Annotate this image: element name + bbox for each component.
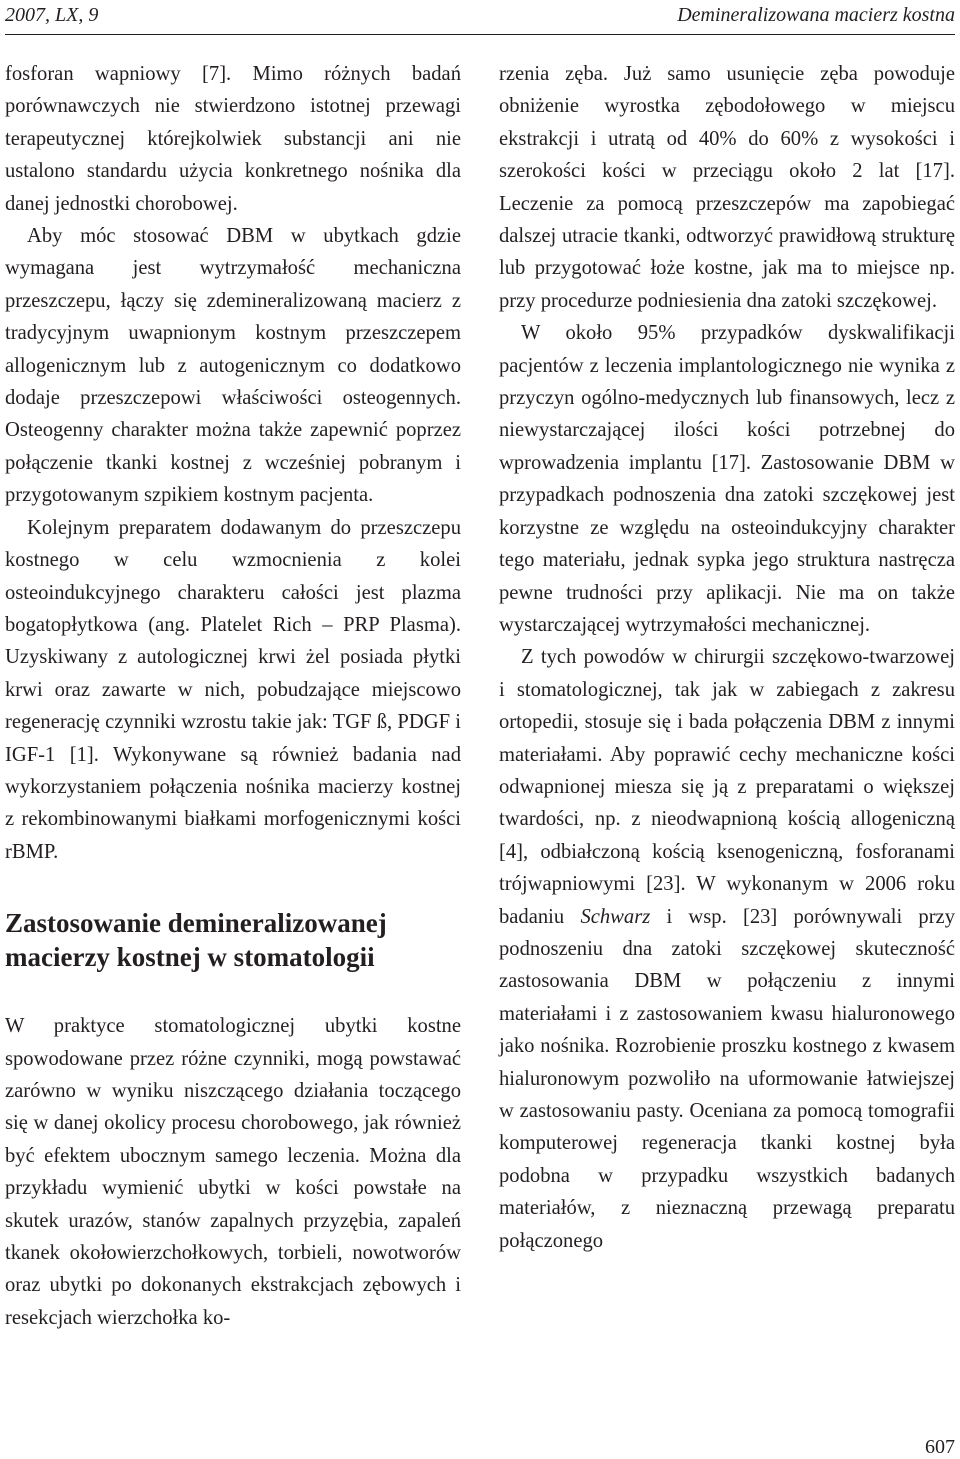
left-column: [5, 58, 461, 1334]
paragraph: [499, 641, 955, 1257]
paragraph: fosforan wapniowy [7]. Mimo różnych badań porównawczych nie stwierdzono istotnej przewagi terapeutycznej którejkolwiek substancji ani nie ustalono standardu użycia konkretnego nośnika dla danej jednostki chorobowej.: [5, 63, 461, 215]
paragraph: rzenia zęba. Już samo usunięcie zęba powoduje obniżenie wyrostka zębodołowego w miejscu ekstrakcji i utratą od 40% do 60% z wysokości i szerokości kości w przeciągu około 2 lat [17]. Leczenie za pomocą przeszczepów ma zapobiegać dalszej utracie tkanki, odtworzyć prawidłową strukturę lub przygotować łoże kostne, jak ma to miejsce np. przy procedurze podniesienia dna zatoki szczękowej.: [499, 63, 955, 312]
author-name: Schwarz: [580, 905, 651, 928]
paragraph-text: Z tych powodów w chirurgii szczękowo-twarzowej i stomatologicznej, tak jak w zabiegach z zakresu ortopedii, stosuje się i bada połączenia DBM z innymi materiałami. Aby poprawić cechy mechaniczne kości odwapnionej miesza się ją z preparatami o większej twardości, np. z nieodwapnioną kością allogeniczną [4], odbiałczoną kością ksenogeniczną, fosforanami trójwapniowymi [23]. W wykonanym w 2006 roku badaniu: [499, 646, 955, 928]
right-column: [499, 58, 955, 1257]
paragraph-text: i wsp. [23] porównywali przy podnoszeniu dna zatoki szczękowej skuteczność zastosowania DBM w połączeniu z innymi materiałami i z zastosowaniem kwasu hialuronowego jako nośnika. Rozrobienie proszku kostnego z kwasem hialuronowym pozwoliło na uformowanie łatwiejszej w zastosowaniu pasty. Oceniana za pomocą tomografii komputerowej regeneracja tkanki kostnej była podobna w przypadku wszystkich badanych materiałów, z nieznaczną przewagą preparatu połączonego: [499, 905, 955, 1252]
paragraph: Aby móc stosować DBM w ubytkach gdzie wymagana jest wytrzymałość mechaniczna przeszczepu, łączy się zdemineralizowaną macierz z tradycyjnym uwapnionym kostnym przeszczepem allogenicznym lub z autogenicznym co dodatkowo dodaje przeszczepowi właściwości osteogennych. Osteogenny charakter można także zapewnić poprzez połączenie tkanki kostnej z wcześniej pobranym i przygotowanym szpikiem kostnym pacjenta.: [5, 225, 461, 507]
page-number: 607: [925, 1436, 955, 1458]
paragraph: Kolejnym preparatem dodawanym do przeszczepu kostnego w celu wzmocnienia z kolei osteoindukcyjnego charakteru całości jest plazma bogatopłytkowa (ang. Platelet Rich – PRP Plasma). Uzyskiwany z autologicznej krwi żel posiada płytki krwi oraz zawarte w nich, pobudzające miejscowo regenerację czynniki wzrostu takie jak: TGF ß, PDGF i IGF-1 [1]. Wykonywane są również badania nad wykorzystaniem połączenia nośnika macierzy kostnej z rekombinowanymi białkami morfogenicznymi kości rBMP.: [5, 516, 461, 863]
paragraph: W około 95% przypadków dyskwalifikacji pacjentów z leczenia implantologicznego nie wynika z przyczyn ogólno-medycznych lub finansowych, lecz z niewystarczającej ilości kości potrzebnej do wprowadzenia implantu [17]. Zastosowanie DBM w przypadkach podnoszenia dna zatoki szczękowej jest korzystne ze względu na osteoindukcyjny charakter tego materiału, jednak sypka jego struktura nastręcza pewne trudności przy aplikacji. Nie ma on także wystarczającej wytrzymałości mechanicznej.: [499, 322, 955, 636]
journal-issue: 2007, LX, 9: [5, 4, 99, 26]
running-title: Demineralizowana macierz kostna: [677, 4, 955, 26]
section-heading: Zastosowanie demineralizowanej macierzy kostnej w stomatologii: [5, 908, 387, 973]
running-header: [5, 0, 955, 35]
paragraph: W praktyce stomatologicznej ubytki kostne spowodowane przez różne czynniki, mogą powstawać zarówno w wyniku niszczącego działania toczącego się w danej okolicy procesu chorobowego, jak również być efektem ubocznym samego leczenia. Można dla przykładu wymienić ubytki w kości powstałe na skutek urazów, stanów zapalnych przyzębia, zapaleń tkanek okołowierzchołkowych, torbieli, nowotworów oraz ubytki po dokonanych ekstrakcjach zębowych i resekcjach wierzchołka ko-: [5, 1015, 461, 1329]
